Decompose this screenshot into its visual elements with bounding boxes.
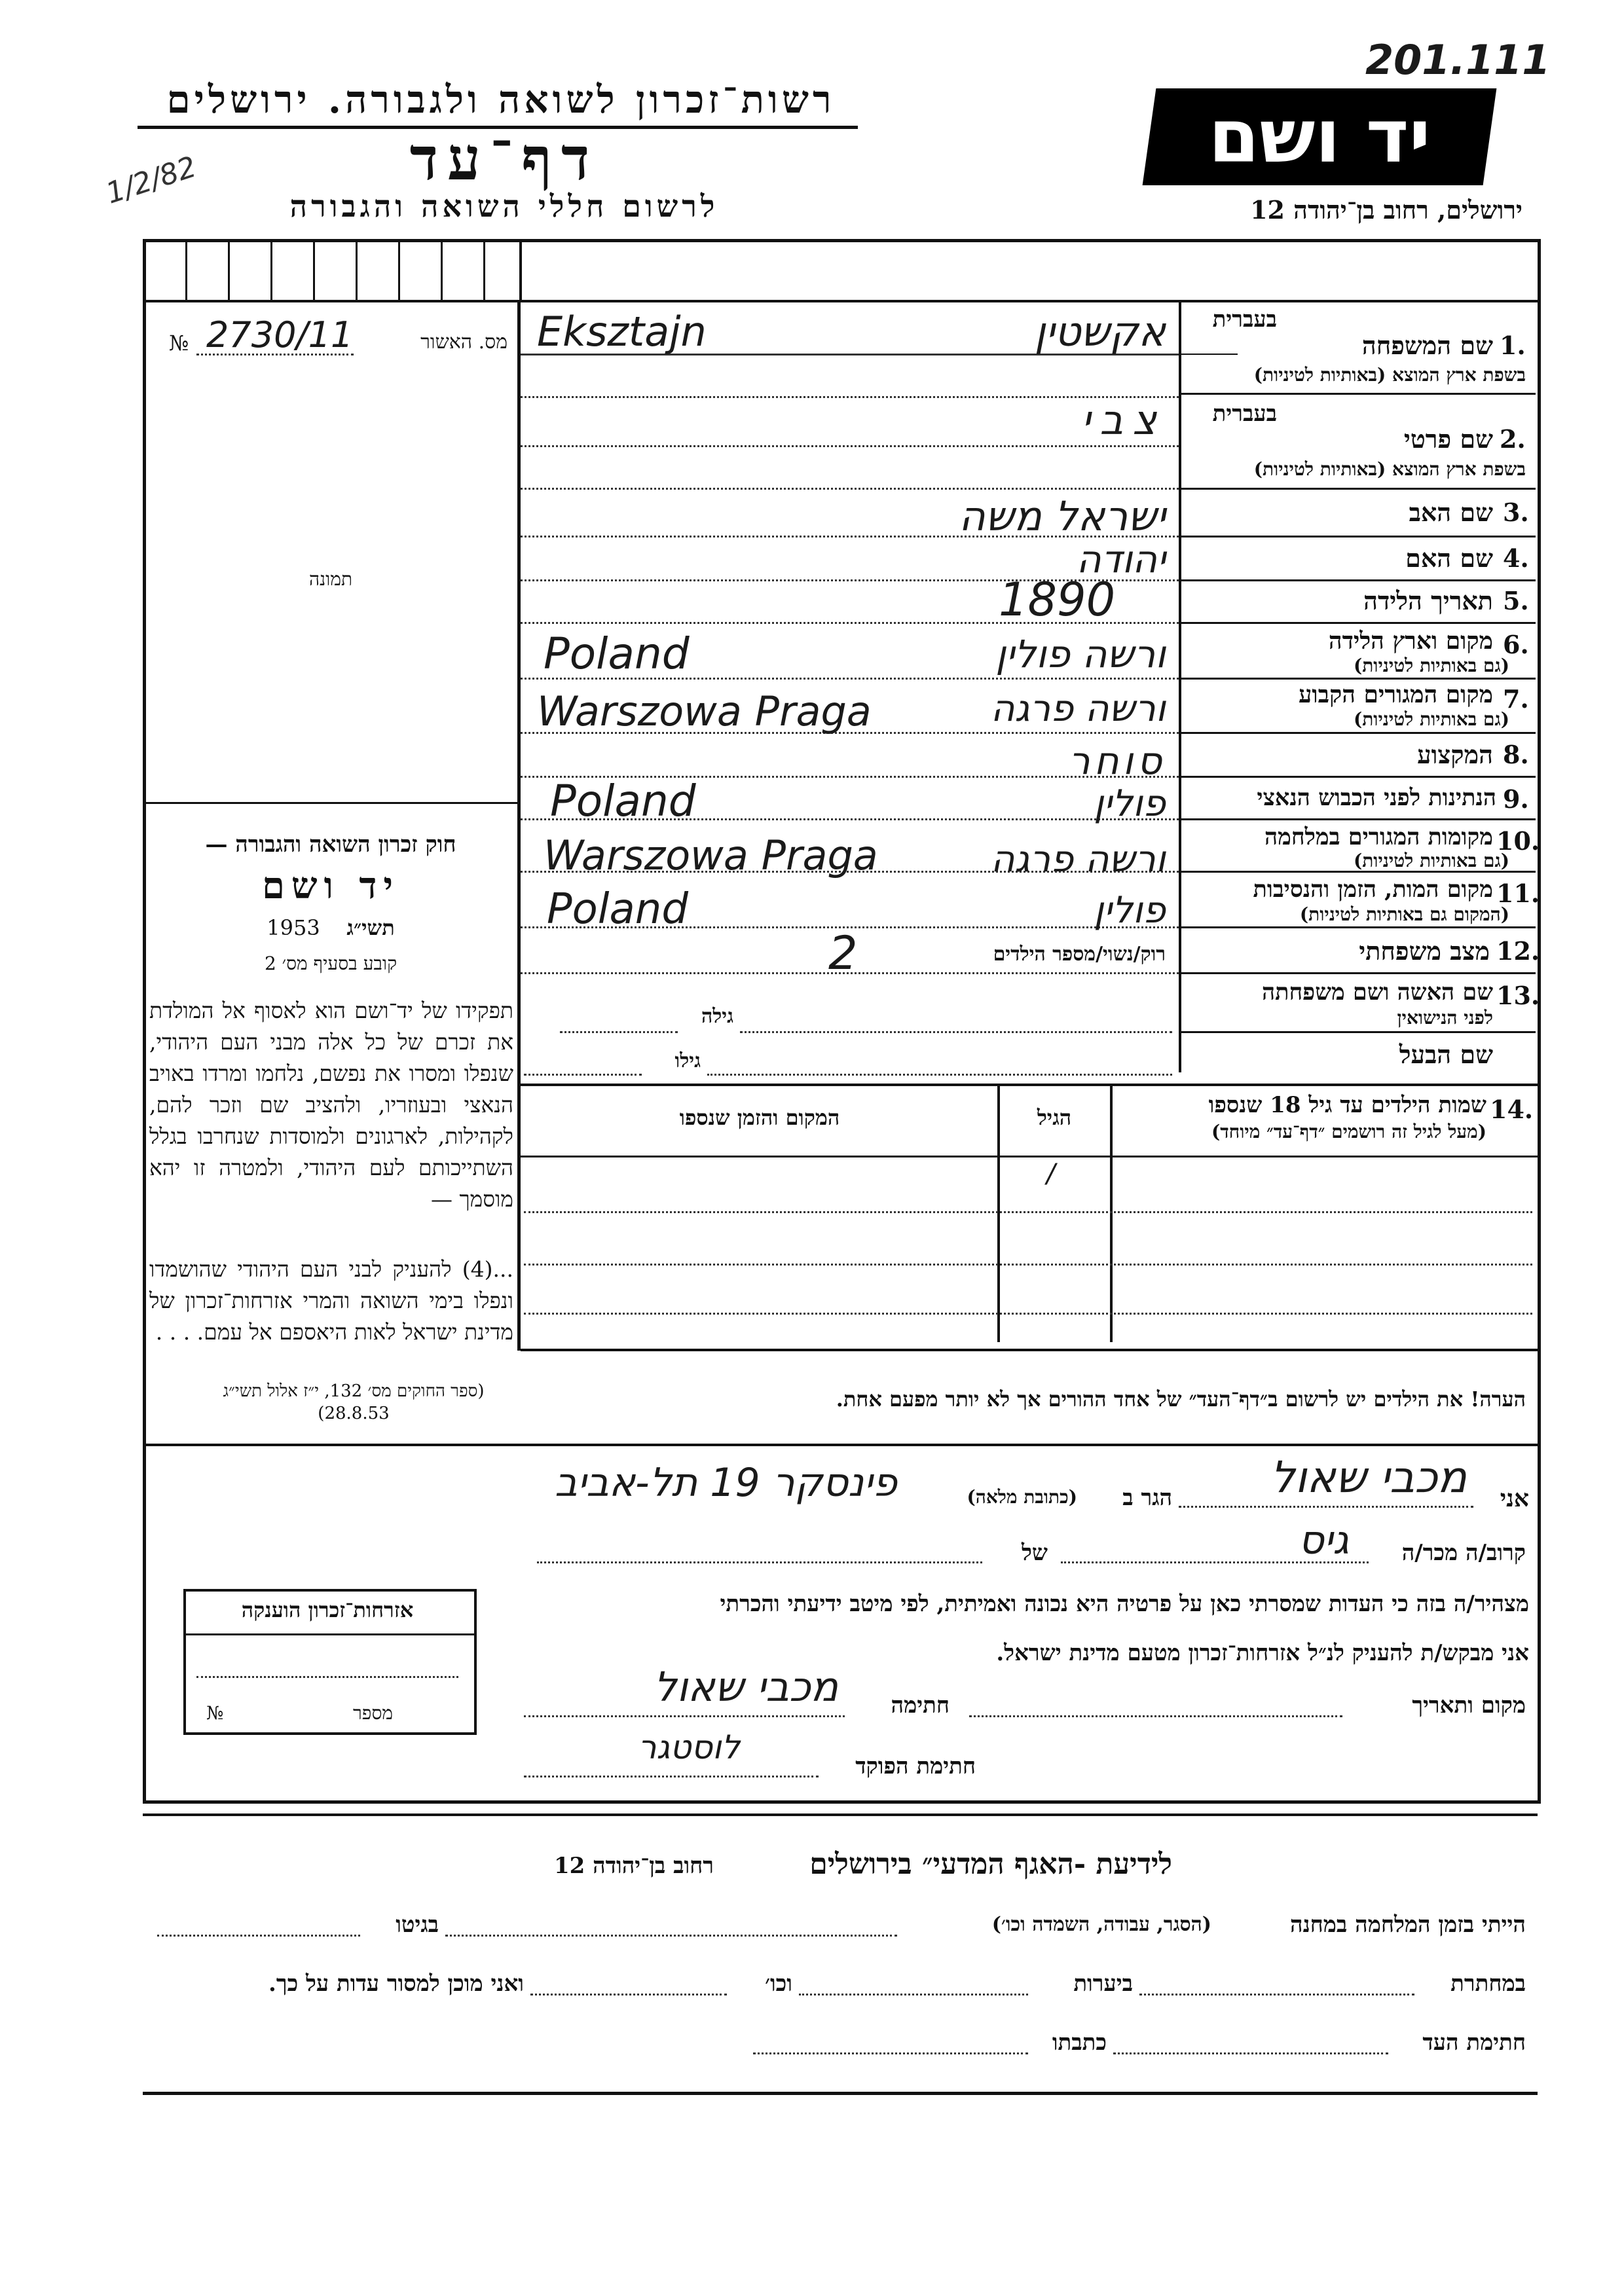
field-8-num: 8. [1503, 740, 1529, 769]
field-11-label: מקום המות, הזמן והנסיבות [1253, 876, 1493, 903]
footer-etc: וכו׳ [765, 1971, 792, 1997]
witness-signature-label: חתימה [891, 1692, 950, 1719]
header-address: ירושלים, רחוב בן־יהודה 12 [1250, 195, 1522, 225]
field-4-label: שם האם [1405, 543, 1493, 573]
field-7-value-heb: ורשה פרגה [990, 687, 1166, 730]
children-row1-age: / [1046, 1159, 1056, 1189]
note-text: הערה! את הילדים יש לרשום ב״דף־העד״ של אחד ההורים אך לא יותר מפעם אחת. [836, 1387, 1526, 1412]
footer-camp-types: (הסגר, עבודה, השמדה וכו׳) [991, 1913, 1211, 1936]
children-num: 14. [1490, 1095, 1534, 1124]
law-year-greg: 1953 [267, 915, 320, 940]
form-title: דף־עד [409, 124, 599, 194]
field-6-value-lat: Poland [544, 629, 690, 679]
field-1-hebrew-tag: בעברית [1212, 306, 1277, 333]
law-name: יד ושם [261, 864, 400, 907]
form-subtitle: לרשום חללי השואה והגבורה [289, 189, 719, 224]
field-10-value-heb: ורשה פרגה [990, 838, 1166, 881]
field-10-label: מקומות המגורים במלחמה [1264, 824, 1493, 850]
field-6-value-heb: ורשה פולין [995, 632, 1166, 676]
footer-title-addr: רחוב בן־יהודה 12 [553, 1853, 714, 1879]
field-3-num: 3. [1503, 498, 1529, 527]
law-year-heb: תשי״ג [346, 915, 395, 940]
field-10-sub: (גם באותיות לטיניות) [1353, 850, 1509, 871]
field-10-value-lat: Warszowa Praga [544, 831, 878, 879]
field-3-label: שם האב [1409, 498, 1493, 527]
children-header: שמות הילדים עד גיל 18 שנספו [1208, 1092, 1486, 1118]
law-clause: קובע בסעיף מס׳ 2 [264, 953, 397, 974]
field-1-value-lat: Eksztajn [537, 308, 707, 355]
field-2-num: 2. [1500, 424, 1526, 454]
field-13-label: שם האשה ושם משפחתה [1261, 979, 1493, 1006]
field-9-value-heb: פולין [1094, 782, 1166, 825]
field-9-value-lat: Poland [550, 776, 696, 826]
field-12-inline: רוק/נשוי/מספר הילדים [993, 943, 1166, 966]
footer-ghetto: בגיטו [396, 1912, 439, 1938]
field-9-label: הנתינות לפני הכבוש הנאצי [1257, 784, 1496, 811]
side-stamp: 1/2/82 [101, 150, 201, 211]
field-5-value: 1890 [999, 573, 1116, 627]
field-8-label: המקצוע [1417, 740, 1493, 769]
children-col-age: הגיל [1037, 1105, 1072, 1130]
field-2-value-heb: צבי [1081, 396, 1166, 444]
field-2-sub: בשפת ארץ המוצא (באותיות לטיניות) [1253, 458, 1526, 480]
field-2-hebrew-tag: בעברית [1212, 401, 1277, 427]
footer-underground: במחתרת [1450, 1971, 1526, 1997]
field-1-label: שם המשפחה [1361, 331, 1493, 360]
cert-title: אזרחות־זכרון הוענקה [241, 1597, 414, 1622]
field-12-label: מצב משפחתי [1359, 936, 1490, 966]
field-7-num: 7. [1503, 684, 1529, 714]
approval-label: מס. האשור [420, 331, 507, 354]
law-year [147, 915, 514, 940]
witness-declare: מצהיר/ה בזה כי העדות שמסרתי כאן על פרטיה היא נכונה ואמיתית, לפי מיטב ידיעתי והכרתי [720, 1591, 1529, 1617]
field-11-value-lat: Poland [547, 885, 688, 934]
footer-camp: הייתי בזמן המלחמה במחנה [1290, 1912, 1526, 1938]
children-col-place: המקום והזמן שנספו [679, 1105, 840, 1130]
field-3-value-heb: ישראל משה [959, 492, 1166, 540]
field-4-num: 4. [1503, 543, 1529, 573]
witness-relative-value: גיס [1298, 1518, 1349, 1563]
law-title: חוק זכרון השואה והגבורה — [205, 831, 456, 858]
footer-ready: ואני מוכן למסור עדות על כך. [268, 1971, 524, 1997]
field-7-sub: (גם באותיות לטיניות) [1353, 708, 1509, 730]
law-text-1: תפקידו של יד־ושם הוא לאסוף אל המולדת את זכרם של כל אלה מבני העם היהודי, שנפלו ומסרו את נפשם, נלחמו ומרדו באויב הנאצי ובעוזריו, ולהציב שם וזכר להם, לקהילות, לארגונים ולמוסדות שנחרבו בגלל השתייכותם לעם היהודי, ולמטרה זו יהא מוסמך — [149, 998, 513, 1212]
yad-vashem-logo [1143, 88, 1497, 185]
field-13-sub: לפני הנישואין [1397, 1007, 1493, 1029]
footer-address: כתבתו [1052, 2030, 1107, 2056]
field-10-num: 10. [1496, 826, 1540, 856]
law-ref: (ספר החוקים מס׳ 132, י״ז אלול תשי״ג 28.8.53) [223, 1381, 485, 1423]
field-2-label: שם פרטי [1403, 424, 1493, 454]
cert-no-symbol: № [206, 1702, 224, 1724]
field-1-sub: בשפת ארץ המוצא (באותיות לטיניות) [1253, 364, 1526, 386]
field-6-num: 6. [1503, 630, 1529, 659]
children-header-sub: (מעל לגיל זה רושמים ״דף־עד״ מיוחד) [1211, 1121, 1486, 1142]
field-13-num: 13. [1496, 981, 1540, 1010]
field-11-num: 11. [1496, 879, 1540, 908]
witness-name: מכבי שאול [1270, 1452, 1467, 1503]
field-4-value-heb: יהודה [1076, 537, 1166, 581]
field-11-value-heb: פולין [1094, 889, 1166, 932]
org-line: רשות־זכרון לשואה ולגבורה. ירושלים [166, 77, 836, 122]
field-6-sub: (גם באותיות לטיניות) [1353, 655, 1509, 676]
field-12-value: 2 [828, 926, 858, 980]
officer-signature-value: לוסטגר [638, 1728, 740, 1766]
field-1-num: 1. [1500, 331, 1526, 360]
logo-text: יד ושם [1208, 94, 1431, 179]
approval-value: 2730/11 [206, 314, 354, 355]
husband-label: שם הבעל [1399, 1040, 1493, 1069]
field-5-num: 5. [1503, 586, 1529, 615]
witness-relative: קרוב/ה מכר/ה [1401, 1540, 1526, 1566]
field-12-num: 12. [1496, 936, 1540, 966]
field-5-label: תאריך הלידה [1363, 586, 1493, 615]
footer-forests: ביערות [1073, 1971, 1133, 1997]
witness-full-addr: (כתובת מלאה) [967, 1486, 1077, 1508]
footer-title: לידיעת -האגף המדעי״ בירושלים [809, 1848, 1172, 1881]
field-9-num: 9. [1503, 784, 1529, 814]
officer-signature-label: חתימת הפוקד [855, 1753, 976, 1779]
field-1-value-heb: אקשטין [1034, 308, 1166, 355]
witness-of: של [1022, 1540, 1048, 1566]
witness-place-date: מקום ותאריך [1412, 1692, 1526, 1719]
husband-age-label: גילו [674, 1049, 701, 1072]
field-11-sub: (המקום גם באותיות לטיניות) [1299, 903, 1509, 925]
field-8-value-heb: סוחר [1068, 738, 1166, 783]
witness-ani: אני [1500, 1485, 1529, 1512]
field-7-value-lat: Warszowa Praga [537, 687, 872, 735]
witness-addr-value: פינסקר 19 תל-אביב [555, 1460, 897, 1506]
witness-lives-at: הגר ב [1122, 1485, 1172, 1511]
approval-no-symbol: № [169, 331, 189, 355]
field-7-label: מקום המגורים הקבוע [1299, 681, 1493, 708]
archive-number: 201.111 [1365, 36, 1551, 84]
witness-signature-value: מכבי שאול [654, 1663, 838, 1711]
cert-number-label: מספר [353, 1702, 393, 1724]
law-text-2: ...(4) להעניק לבני העם היהודי שהושמדו ונפלו בימי השואה והמרי אזרחות־זכרון של מדינת ישראל לאות היאספם אל עמם. . . . [149, 1256, 513, 1345]
witness-request: אני מבקש/ת להעניק לנ״ל אזרחות־זכרון מטעם מדינת ישראל. [996, 1640, 1529, 1666]
footer-witness-sig: חתימת העד [1422, 2030, 1526, 2056]
wife-age-label: גילה [701, 1005, 733, 1028]
field-6-label: מקום וארץ הלידה [1328, 627, 1493, 655]
photo-label: תמונה [308, 568, 353, 590]
